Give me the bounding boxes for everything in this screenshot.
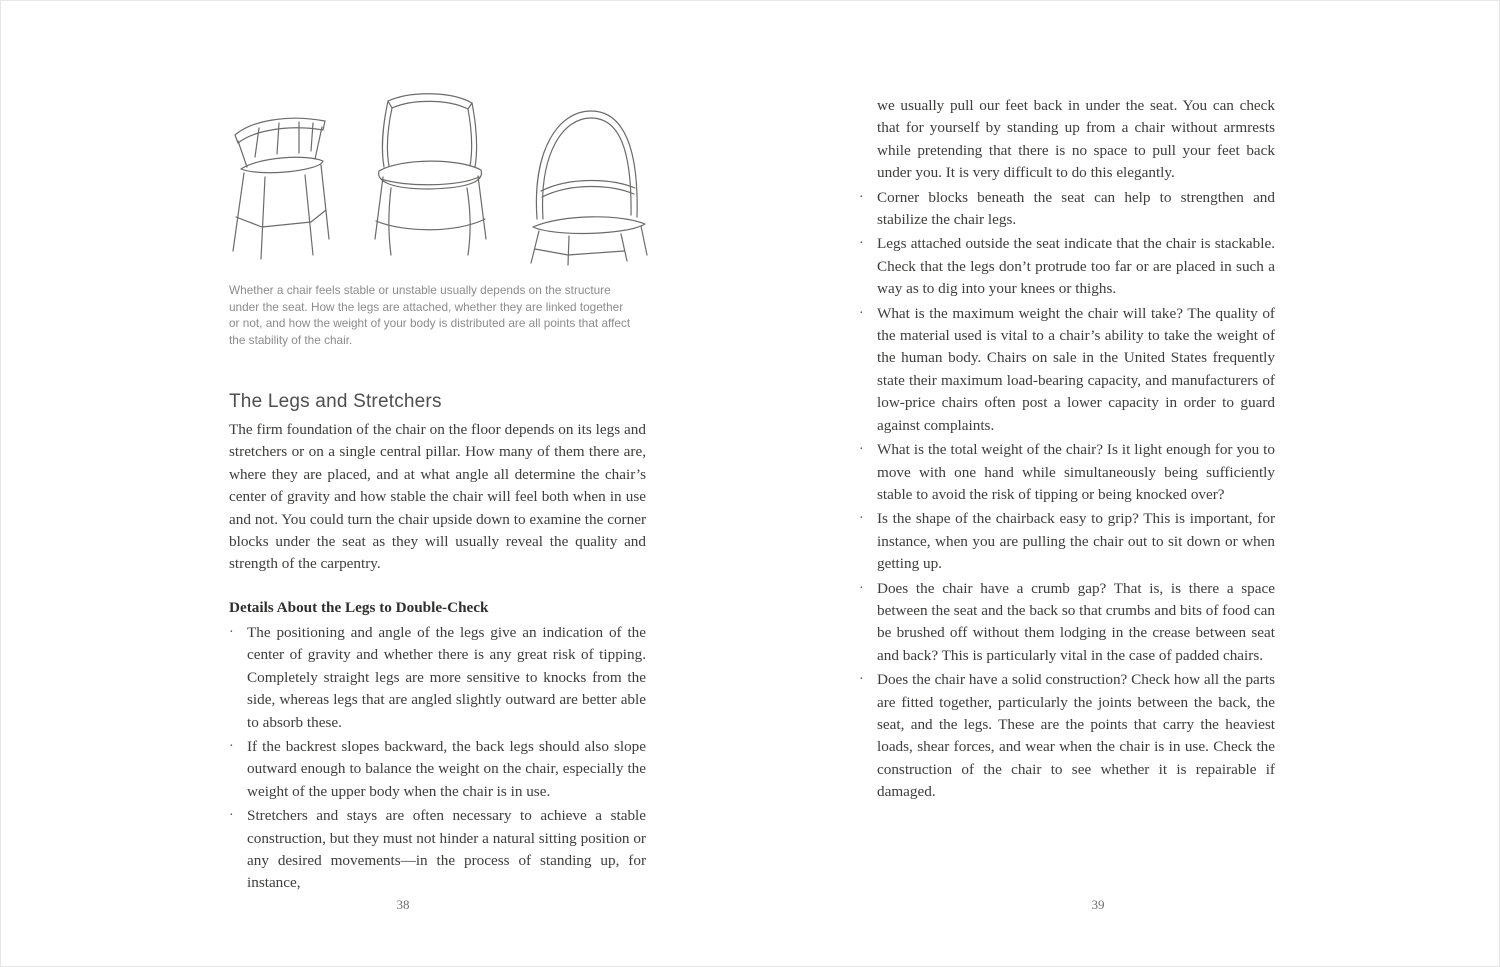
bullet-item [859, 187, 1275, 232]
page-number-right: 39 [1091, 897, 1105, 912]
bullet-text: If the backrest slopes backward, the back legs should also slope outward enough to balance the weight on the chair, especially the weight of the upper body when the chair is in use. [247, 738, 646, 800]
details-subheading: Details About the Legs to Double-Check [229, 599, 489, 616]
bullet-item [859, 233, 1275, 300]
bullet-text: What is the total weight of the chair? Is it light enough for you to move with one hand while simultaneously being sufficiently stable to avoid the risk of tipping or being knocked over? [877, 441, 1275, 503]
bullet-marker: · [229, 739, 234, 755]
bullet-marker: · [859, 672, 864, 688]
bullet-marker: · [859, 580, 864, 596]
bullet-marker: · [229, 625, 234, 640]
bullet-item [859, 508, 1275, 575]
bullet-text: What is the maximum weight the chair will take? The quality of the material used is vital to a chair’s ability to take the weight of the human body. Chairs on sale in the United States frequently state their maximum load-bearing capacity, and manufacturers of low-price chairs often post a lower capacity in order to guard against complaints. [877, 304, 1275, 434]
bullet-text: Does the chair have a solid construction? Check how all the parts are fitted together, particularly the joints between the back, the seat, and the legs. These are the points that carry the heaviest loads, shear forces, and wear when the chair is in use. Check the construction of the chair to see whether it is repairable if damaged. [877, 671, 1275, 801]
bullet-marker: · [229, 808, 234, 824]
chair-illustration [225, 87, 649, 269]
bullet-text: Legs attached outside the seat indicate that the chair is stackable. Check that the legs don’t protrude too far or are placed in such a way as to dig into your knees or thighs. [877, 235, 1275, 298]
chair-left-stool [233, 118, 329, 259]
bullet-marker: · [859, 442, 864, 458]
bullet-text: Is the shape of the chairback easy to grip? This is important, for instance, when you are pulling the chair out to sit down or when getting up. [877, 510, 1275, 573]
chair-center [375, 94, 486, 255]
bullet-marker: · [859, 236, 864, 252]
bullet-item [859, 669, 1275, 803]
intro-paragraph: The firm foundation of the chair on the floor depends on its legs and stretchers or on a single central pillar. How many of them there are, where they are placed, and at what angle all determine the chair’s center of gravity and how stable the chair will feel both when in use and not. You could turn the chair upside down to examine the corner blocks under the seat as they will usually reveal the quality and strength of the carpentry. [229, 421, 646, 573]
bullet-marker: · [859, 511, 864, 527]
bullet-text: The positioning and angle of the legs give an indication of the center of gravity and whether there is any great risk of tipping. Completely straight legs are more sensitive to knocks from the side, whereas legs that are angled slightly outward are better able to absorb these. [247, 624, 646, 731]
bullet-item [229, 622, 646, 734]
bullet-text: Corner blocks beneath the seat can help to strengthen and stabilize the chair legs. [877, 188, 1275, 229]
bullet-marker: · [859, 189, 864, 205]
bullet-item [859, 439, 1275, 506]
section-heading: The Legs and Stretchers [229, 391, 442, 412]
left-bullet-list [229, 622, 646, 897]
bullet-text: Does the chair have a crumb gap? That is, is there a space between the seat and the back so that crumbs and bits of food can be brushed off without them lodging in the crease between seat and back? This is particularly vital in the case of padded chairs. [877, 579, 1275, 664]
bullet-item [229, 805, 646, 895]
bullet-item [859, 578, 1275, 668]
chair-right-sideview [531, 111, 647, 265]
page-number-left: 38 [396, 897, 410, 912]
bullet-item [229, 736, 646, 803]
continuation-paragraph: we usually pull our feet back in under the seat. You can check that for yourself by standing up from a chair without armrests while pretending that there is no space to pull your feet back under you. It is very difficult to do this elegantly. [877, 97, 1275, 182]
bullet-item [859, 303, 1275, 437]
bullet-marker: · [859, 305, 864, 321]
three-chairs-drawing [225, 87, 649, 269]
figure-caption: Whether a chair feels stable or unstable usually depends on the structure under the seat. How the legs are attached, whether they are linked together or not, and how the weight of your body is distributed are all points that affect the stability of the chair. [229, 283, 631, 347]
bullet-text: Stretchers and stays are often necessary to achieve a stable construction, but they must not hinder a natural sitting position or any desired movements—in the process of standing up, for instance, [247, 807, 646, 892]
right-column [859, 95, 1275, 806]
